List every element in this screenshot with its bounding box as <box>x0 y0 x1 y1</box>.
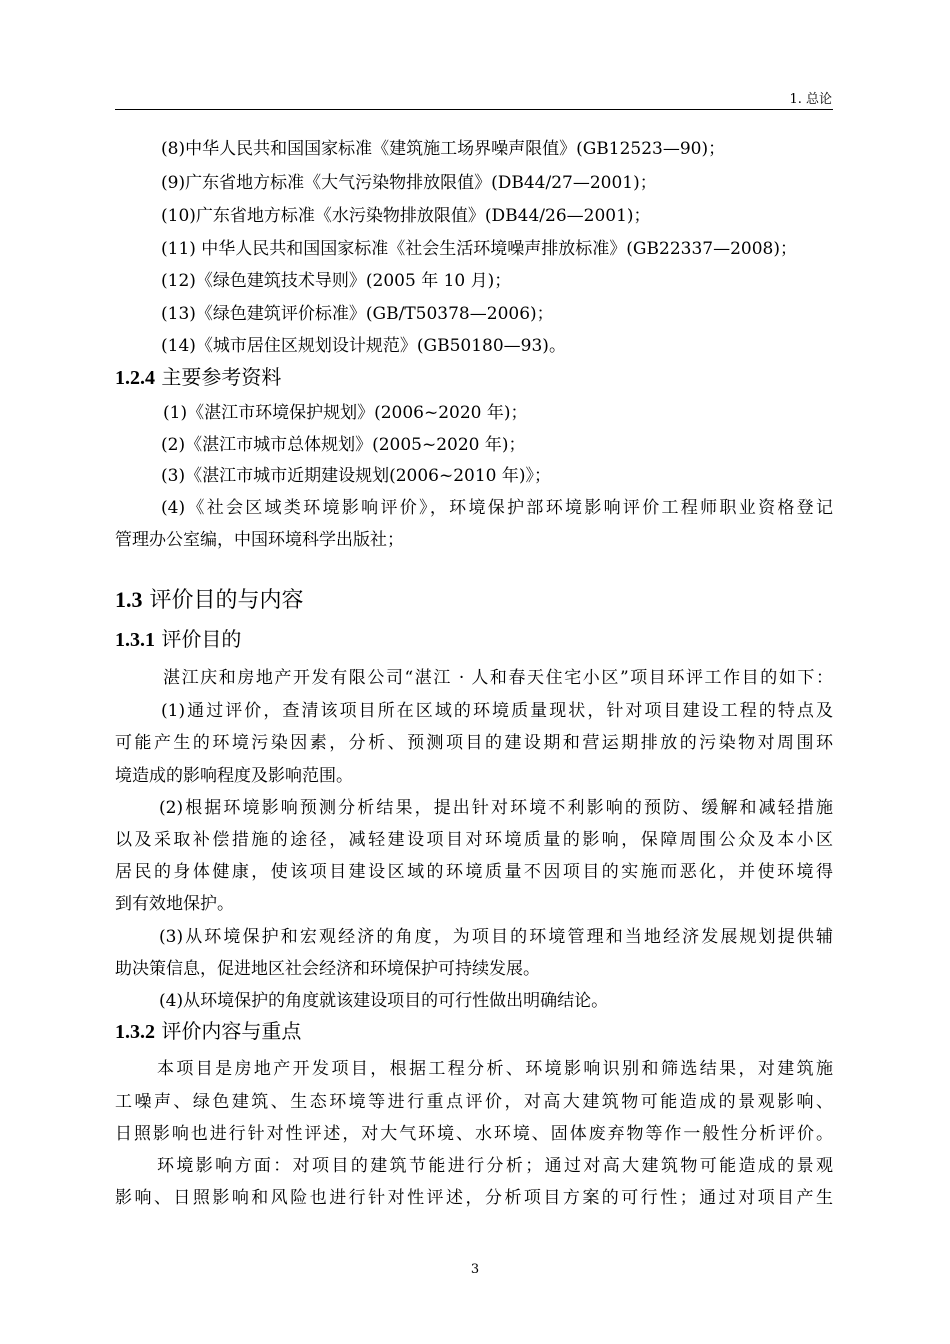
standard-item-9: (9)广东省地方标准《大气污染物排放限值》(DB44/27—2001)； <box>161 173 657 193</box>
reference-item-2: (2)《湛江市城市总体规划》(2005~2020 年)； <box>161 435 526 455</box>
content-paragraph-line: 影响、日照影响和风险也进行针对性评述，分析项目方案的可行性；通过对项目产生 <box>115 1188 833 1208</box>
content-paragraph-line: 本项目是房地产开发项目，根据工程分析、环境影响识别和筛选结果，对建筑施 <box>157 1059 833 1079</box>
content-paragraph-line: 环境影响方面：对项目的建筑节能进行分析；通过对高大建筑物可能造成的景观 <box>157 1156 833 1176</box>
standard-item-8: (8)中华人民共和国国家标准《建筑施工场界噪声限值》(GB12523—90)； <box>161 139 726 159</box>
section-heading-1-3-2 <box>115 1018 301 1045</box>
purpose-paragraph-line: 境造成的影响程度及影响范围。 <box>115 766 353 786</box>
section-heading-1-3 <box>115 587 304 614</box>
reference-item-4-cont: 管理办公室编，中国环境科学出版社； <box>115 530 404 550</box>
purpose-paragraph-line: (1)通过评价，查清该项目所在区域的环境质量现状，针对项目建设工程的特点及 <box>161 701 833 721</box>
reference-item-1: (1)《湛江市环境保护规划》(2006~2020 年)； <box>163 403 528 423</box>
section-title: 评价目的 <box>161 627 242 651</box>
purpose-paragraph-line: 居民的身体健康，使该项目建设区域的环境质量不因项目的实施而恶化，并使环境得 <box>115 862 833 882</box>
purpose-paragraph-line: (2)根据环境影响预测分析结果，提出针对环境不利影响的预防、缓解和减轻措施 <box>159 798 833 818</box>
section-heading-1-3-1 <box>115 626 241 653</box>
standard-item-12: (12)《绿色建筑技术导则》(2005 年 10 月)； <box>161 271 512 291</box>
standard-item-10: (10)广东省地方标准《水污染物排放限值》(DB44/26—2001)； <box>161 206 651 226</box>
standard-item-11: (11) 中华人民共和国国家标准《社会生活环境噪声排放标准》(GB22337—2008)； <box>161 239 797 259</box>
content-paragraph-line: 日照影响也进行针对性评述，对大气环境、水环境、固体废弃物等作一般性分析评价。 <box>115 1124 833 1144</box>
section-number: 1.3 <box>115 587 143 612</box>
purpose-paragraph-line: 助决策信息，促进地区社会经济和环境保护可持续发展。 <box>115 959 540 979</box>
section-title: 评价目的与内容 <box>149 588 304 613</box>
running-header: 1. 总论 <box>789 92 832 107</box>
content-paragraph-line: 工噪声、绿色建筑、生态环境等进行重点评价，对高大建筑物可能造成的景观影响、 <box>115 1092 833 1112</box>
purpose-paragraph-line: 可能产生的环境污染因素，分析、预测项目的建设期和营运期排放的污染物对周围环 <box>115 733 833 753</box>
purpose-paragraph-line: (4)从环境保护的角度就该建设项目的可行性做出明确结论。 <box>159 991 609 1011</box>
purpose-paragraph-line: (3)从环境保护和宏观经济的角度，为项目的环境管理和当地经济发展规划提供辅 <box>159 927 833 947</box>
section-number: 1.2.4 <box>115 367 155 389</box>
section-title: 主要参考资料 <box>161 365 282 389</box>
purpose-paragraph-line: 以及采取补偿措施的途径，减轻建设项目对环境质量的影响，保障周围公众及本小区 <box>115 830 833 850</box>
header-rule <box>115 109 833 110</box>
section-title: 评价内容与重点 <box>161 1019 302 1043</box>
reference-item-4: (4)《社会区域类环境影响评价》，环境保护部环境影响评价工程师职业资格登记 <box>161 498 833 518</box>
standard-item-14: (14)《城市居住区规划设计规范》(GB50180—93)。 <box>161 336 566 356</box>
purpose-paragraph-line: 到有效地保护。 <box>115 894 234 914</box>
section-number: 1.3.1 <box>115 629 155 651</box>
section-heading-1-2-4 <box>115 364 281 391</box>
section-number: 1.3.2 <box>115 1021 155 1043</box>
page-number: 3 <box>470 1262 480 1277</box>
standard-item-13: (13)《绿色建筑评价标准》(GB/T50378—2006)； <box>161 304 554 324</box>
purpose-intro: 湛江庆和房地产开发有限公司“湛江 · 人和春天住宅小区”项目环评工作目的如下： <box>163 668 833 688</box>
reference-item-3: (3)《湛江市城市近期建设规划(2006~2010 年)》； <box>161 466 552 486</box>
